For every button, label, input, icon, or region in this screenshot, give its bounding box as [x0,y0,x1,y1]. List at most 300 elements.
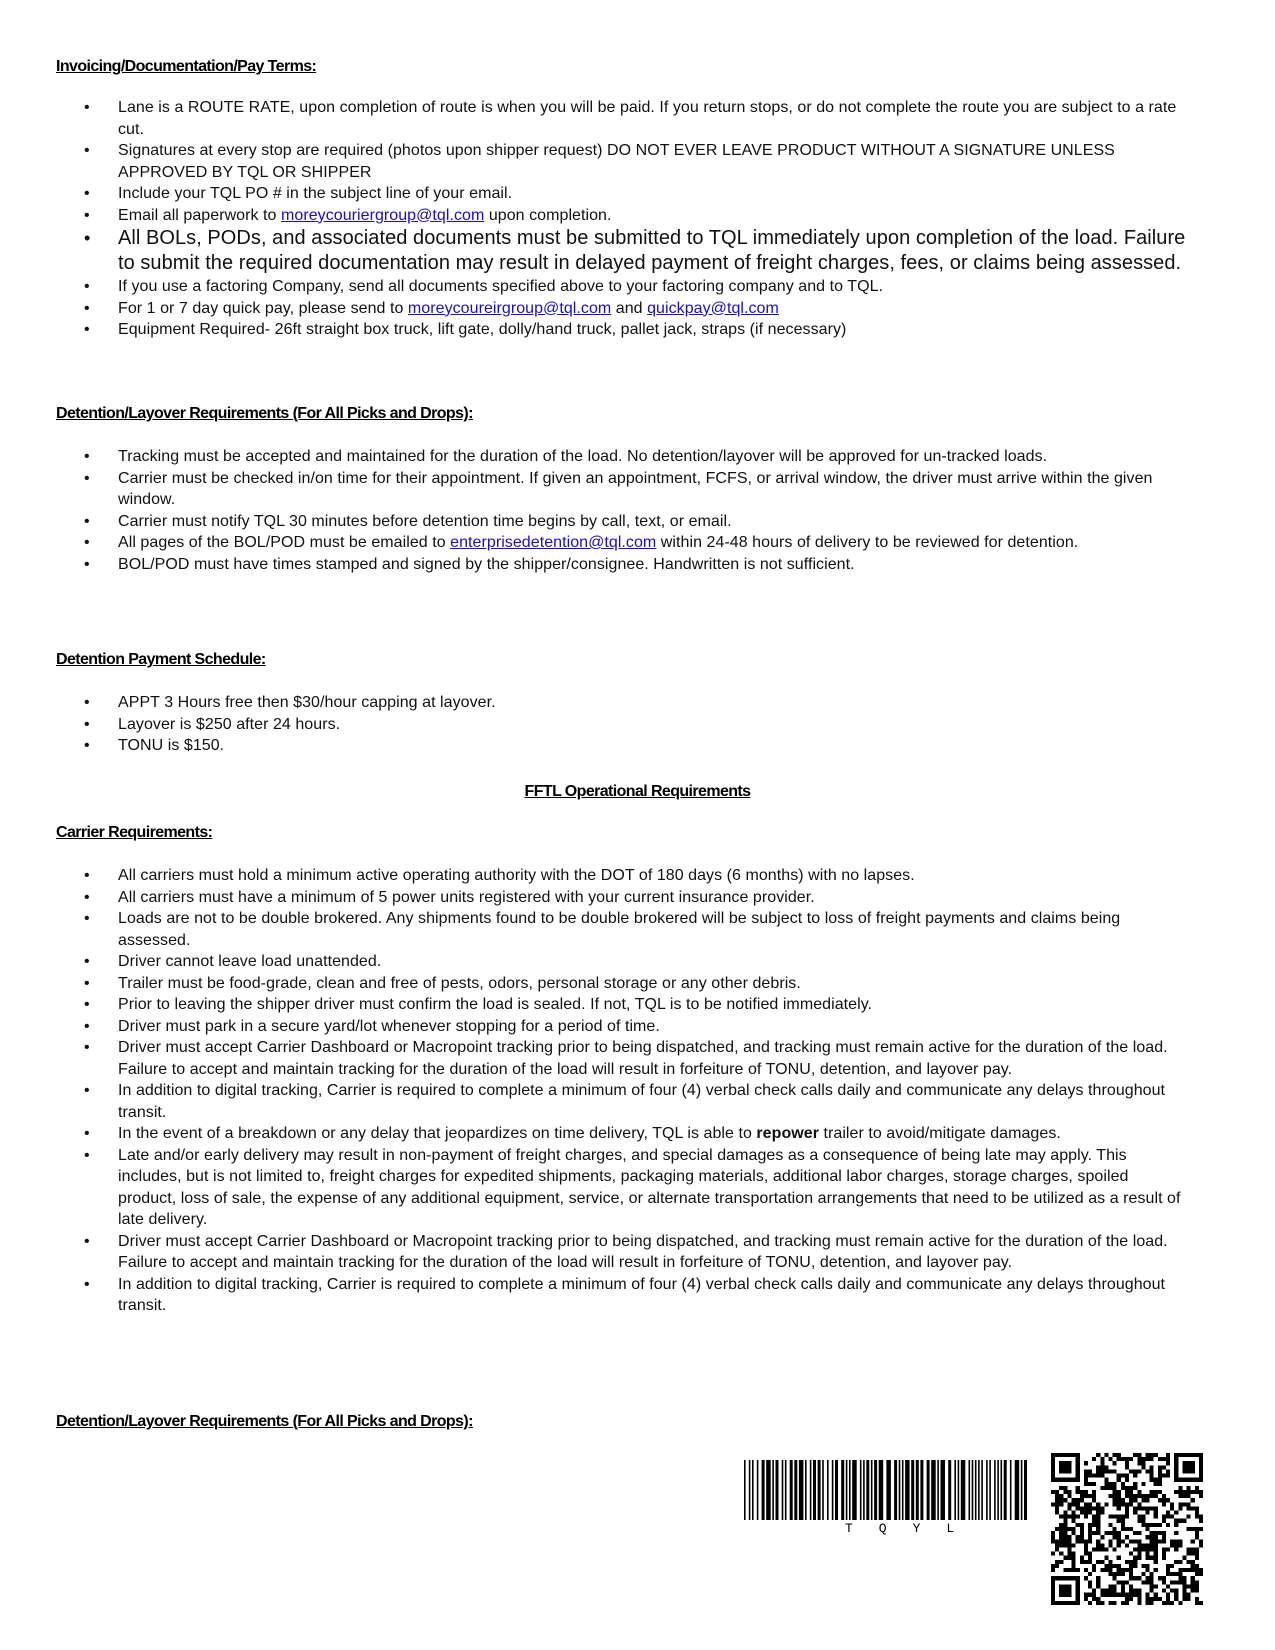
qr-module [1150,1543,1154,1547]
qr-module [1187,1494,1191,1498]
qr-module [1096,1474,1100,1478]
qr-module [1059,1531,1063,1535]
qr-module [1096,1515,1100,1519]
qr-module [1187,1478,1191,1482]
qr-module [1170,1515,1174,1519]
qr-module [1133,1576,1137,1580]
qr-module [1182,1461,1186,1465]
qr-module [1088,1552,1092,1556]
qr-module [1150,1490,1154,1494]
qr-module [1191,1498,1195,1502]
qr-module [1129,1457,1133,1461]
bullet-icon: • [84,299,90,317]
qr-module [1117,1531,1121,1535]
qr-module [1113,1527,1117,1531]
qr-module [1178,1502,1182,1506]
qr-module [1187,1515,1191,1519]
qr-module [1154,1523,1158,1527]
list-item: • In addition to digital tracking, Carrier is required to complete a minimum of four (4) verbal check calls daily and communicate any delays throughout transit. [84,1082,1166,1121]
qr-module [1195,1478,1199,1482]
qr-module [1076,1469,1080,1473]
qr-module [1096,1543,1100,1547]
qr-module [1059,1486,1063,1490]
qr-module [1113,1469,1117,1473]
qr-module [1113,1494,1117,1498]
qr-module [1055,1564,1059,1568]
qr-module [1182,1494,1186,1498]
qr-module [1088,1494,1092,1498]
qr-module [1125,1515,1129,1519]
qr-module [1055,1494,1059,1498]
qr-module [1121,1584,1125,1588]
qr-module [1182,1580,1186,1584]
qr-module [1084,1461,1088,1465]
qr-module [1125,1597,1129,1601]
barcode-bar [937,1460,939,1520]
email-link-enterprisedetention[interactable]: enterprisedetention@tql.com [450,534,657,551]
qr-module [1109,1572,1113,1576]
qr-module [1178,1453,1182,1457]
qr-module [1063,1556,1067,1560]
qr-module [1100,1511,1104,1515]
qr-module [1063,1453,1067,1457]
qr-module [1100,1543,1104,1547]
qr-module [1063,1527,1067,1531]
qr-module [1067,1478,1071,1482]
qr-module [1113,1461,1117,1465]
barcode-bar [860,1460,862,1520]
qr-module [1055,1576,1059,1580]
barcode-bar [874,1460,877,1520]
qr-module [1067,1527,1071,1531]
qr-module [1182,1568,1186,1572]
barcode-bar [905,1460,910,1520]
qr-module [1121,1502,1125,1506]
list-item: • Loads are not to be double brokered. Any shipments found to be double brokered will be subject to loss of freight payments and claims being assessed. [84,910,1121,949]
qr-module [1100,1486,1104,1490]
qr-module [1195,1568,1199,1572]
qr-module [1076,1461,1080,1465]
qr-module [1088,1474,1092,1478]
qr-module [1092,1519,1096,1523]
qr-module [1133,1547,1137,1551]
email-link-moreycoureirgroup[interactable]: moreycoureirgroup@tql.com [407,299,612,317]
qr-module [1199,1519,1203,1523]
qr-module [1121,1474,1125,1478]
qr-module [1051,1469,1055,1473]
qr-module [1162,1531,1166,1535]
qr-module [1158,1469,1162,1473]
qr-module [1113,1515,1117,1519]
qr-module [1191,1506,1195,1510]
qr-module [1055,1478,1059,1482]
qr-module [1104,1469,1108,1473]
qr-module [1084,1490,1088,1494]
barcode-bar [1004,1460,1007,1520]
qr-module [1076,1490,1080,1494]
barcode-bar [852,1460,857,1520]
qr-module [1051,1490,1055,1494]
qr-module [1141,1580,1145,1584]
qr-module [1150,1572,1154,1576]
qr-module [1088,1601,1092,1605]
list-detention-payment [80,692,1190,757]
qr-module [1067,1568,1071,1572]
qr-module [1121,1580,1125,1584]
qr-module [1109,1469,1113,1473]
qr-module [1121,1519,1125,1523]
qr-module [1051,1589,1055,1593]
barcode-caption: TQYL [845,1521,981,1536]
qr-module [1059,1527,1063,1531]
list-item: • Include your TQL PO # in the subject line of your email. [80,183,1190,205]
qr-module [1121,1593,1125,1597]
qr-module [1174,1523,1178,1527]
qr-module [1063,1568,1067,1572]
qr-module [1129,1564,1133,1568]
qr-module [1121,1568,1125,1572]
qr-module [1117,1556,1121,1560]
qr-module [1059,1478,1063,1482]
qr-module [1113,1502,1117,1506]
qr-module [1055,1547,1059,1551]
qr-module [1137,1601,1141,1605]
list-item: • Prior to leaving the shipper driver must confirm the load is sealed. If not, TQL is to be notified immediately. [80,994,1190,1016]
barcode-bar [846,1460,848,1520]
barcode-bar [799,1460,804,1520]
qr-module [1125,1601,1129,1605]
email-link-quickpay[interactable]: quickpay@tql.com [647,299,779,317]
qr-module [1121,1601,1125,1605]
qr-module [1059,1589,1063,1593]
qr-module [1137,1539,1141,1543]
qr-module [1088,1580,1092,1584]
qr-module [1096,1539,1100,1543]
qr-module [1141,1498,1145,1502]
qr-module [1080,1494,1084,1498]
qr-module [1137,1469,1141,1473]
qr-module [1150,1453,1154,1457]
qr-module [1137,1589,1141,1593]
qr-module [1104,1564,1108,1568]
qr-module [1158,1490,1162,1494]
qr-module [1067,1593,1071,1597]
qr-module [1076,1453,1080,1457]
qr-module [1191,1465,1195,1469]
barcode-bar [871,1460,873,1520]
barcode-bars [742,1460,1032,1522]
qr-module [1195,1601,1199,1605]
qr-module [1055,1498,1059,1502]
barcode-bar [790,1460,793,1520]
qr-module [1080,1560,1084,1564]
qr-module [1154,1543,1158,1547]
qr-module [1150,1494,1154,1498]
qr-module [1195,1527,1199,1531]
qr-module [1137,1547,1141,1551]
qr-module [1129,1527,1133,1531]
qr-module [1092,1568,1096,1572]
barcode-bar [841,1460,844,1520]
qr-module [1055,1490,1059,1494]
qr-module [1174,1572,1178,1576]
barcode-bar [776,1460,779,1520]
qr-module [1166,1597,1170,1601]
qr-module [1121,1523,1125,1527]
qr-module [1117,1593,1121,1597]
qr-module [1067,1490,1071,1494]
qr-module [1076,1486,1080,1490]
qr-module [1059,1461,1063,1465]
qr-module [1199,1478,1203,1482]
qr-module [1072,1543,1076,1547]
qr-module [1158,1531,1162,1535]
qr-module [1104,1568,1108,1572]
barcode-bar [785,1460,787,1520]
qr-module [1162,1474,1166,1478]
qr-module [1084,1506,1088,1510]
qr-module [1137,1506,1141,1510]
qr-module [1137,1453,1141,1457]
qr-module [1125,1461,1129,1465]
qr-module [1092,1482,1096,1486]
qr-module [1187,1453,1191,1457]
qr-module [1158,1539,1162,1543]
qr-module [1178,1494,1182,1498]
qr-module [1076,1601,1080,1605]
qr-module [1117,1580,1121,1584]
qr-module [1080,1556,1084,1560]
bullet-icon: • [84,534,90,551]
qr-module [1166,1564,1170,1568]
qr-module [1154,1490,1158,1494]
qr-module [1096,1597,1100,1601]
qr-module [1055,1601,1059,1605]
qr-module [1109,1457,1113,1461]
qr-module [1113,1601,1117,1605]
qr-module [1076,1515,1080,1519]
qr-module [1141,1572,1145,1576]
barcode-bar [948,1460,951,1520]
list-item: • Driver must park in a secure yard/lot whenever stopping for a period of time. [80,1016,1190,1038]
qr-module [1084,1511,1088,1515]
qr-module [1150,1531,1154,1535]
qr-module [1125,1568,1129,1572]
qr-module [1088,1527,1092,1531]
barcode-bar [822,1460,824,1520]
qr-module [1076,1589,1080,1593]
barcode-bar [749,1460,751,1520]
qr-module [1121,1572,1125,1576]
list-item: • Late and/or early delivery may result in non-payment of freight charges, and special damages as a consequence of being late may apply. This includes, but is not limited to, freight charges for expedited shipments, packaging materials, additional labor charges, storage charges, spoiled product, loss of sale, the expense of any additional equipment, service, or alternate transportation arrangements that need to be utilized as a result of late delivery. [84,1146,1181,1228]
qr-module [1182,1465,1186,1469]
qr-module [1162,1498,1166,1502]
qr-module [1178,1576,1182,1580]
qr-module [1166,1523,1170,1527]
qr-module [1051,1457,1055,1461]
qr-module [1067,1535,1071,1539]
list-item: • In the event of a breakdown or any delay that jeopardizes on time delivery, TQL is able to repower trailer to avoid/mitigate damages. [80,1123,1190,1145]
qr-module [1137,1597,1141,1601]
qr-module [1100,1506,1104,1510]
qr-module [1059,1453,1063,1457]
heading-detention-payment: Detention Payment Schedule: [56,651,266,668]
qr-module [1076,1502,1080,1506]
qr-module [1137,1556,1141,1560]
qr-module [1166,1457,1170,1461]
qr-module [1154,1506,1158,1510]
qr-module [1178,1519,1182,1523]
qr-module [1067,1502,1071,1506]
qr-module [1187,1486,1191,1490]
qr-module [1092,1515,1096,1519]
qr-module [1141,1457,1145,1461]
qr-module [1174,1519,1178,1523]
qr-module [1174,1457,1178,1461]
qr-module [1084,1568,1088,1572]
qr-module [1063,1519,1067,1523]
qr-module [1059,1552,1063,1556]
qr-module [1145,1523,1149,1527]
qr-module [1154,1494,1158,1498]
barcode-bar [757,1460,759,1520]
qr-module [1067,1584,1071,1588]
qr-module [1182,1593,1186,1597]
qr-module [1096,1547,1100,1551]
list-item: • Tracking must be accepted and maintained for the duration of the load. No detention/layover will be approved for un-tracked loads. [80,446,1190,468]
qr-module [1096,1527,1100,1531]
qr-module [1125,1593,1129,1597]
qr-module [1191,1453,1195,1457]
qr-module [1084,1560,1088,1564]
qr-module [1067,1539,1071,1543]
qr-module [1187,1568,1191,1572]
qr-module [1055,1543,1059,1547]
qr-module [1174,1469,1178,1473]
list-item: • Carrier must be checked in/on time for their appointment. If given an appointment, FCFS, or arrival window, the driver must arrive within the given window. [84,469,1153,508]
qr-module [1067,1506,1071,1510]
qr-module [1199,1453,1203,1457]
qr-module [1162,1515,1166,1519]
qr-module [1187,1506,1191,1510]
list-item: • Signatures at every stop are required (photos upon shipper request) DO NOT EVER LEAVE PRODUCT WITHOUT A SIGNATURE UNLESS APPROVED BY TQL OR SHIPPER [84,142,1115,181]
qr-module [1063,1593,1067,1597]
qr-module [1092,1494,1096,1498]
list-detention-layover [80,446,1190,575]
list-invoicing [80,97,1190,341]
qr-module [1096,1469,1100,1473]
qr-module [1113,1589,1117,1593]
qr-module [1195,1531,1199,1535]
qr-module [1113,1486,1117,1490]
qr-module [1076,1580,1080,1584]
qr-module [1178,1506,1182,1510]
qr-module [1100,1589,1104,1593]
qr-module [1096,1511,1100,1515]
qr-module [1191,1568,1195,1572]
qr-module [1145,1527,1149,1531]
qr-module [1088,1511,1092,1515]
qr-module [1109,1560,1113,1564]
qr-module [1166,1568,1170,1572]
qr-module [1076,1535,1080,1539]
qr-module [1092,1531,1096,1535]
email-link-moreycouriergroup[interactable]: moreycouriergroup@tql.com [281,206,485,224]
barcode-bar [969,1460,971,1520]
barcode-bar [954,1460,956,1520]
qr-module [1067,1601,1071,1605]
qr-module [1158,1465,1162,1469]
qr-module [1067,1543,1071,1547]
qr-module [1187,1527,1191,1531]
barcode-bar [978,1460,980,1520]
qr-module [1096,1580,1100,1584]
qr-module [1174,1589,1178,1593]
qr-module [1187,1469,1191,1473]
qr-module [1145,1556,1149,1560]
qr-module [1084,1482,1088,1486]
qr-module [1162,1502,1166,1506]
list-item: • All carriers must hold a minimum active operating authority with the DOT of 180 days (6 months) with no lapses. [80,865,1190,887]
qr-module [1080,1506,1084,1510]
qr-module [1067,1461,1071,1465]
qr-module [1178,1543,1182,1547]
qr-module [1199,1527,1203,1531]
qr-module [1145,1457,1149,1461]
qr-module [1117,1572,1121,1576]
qr-module [1199,1543,1203,1547]
qr-module [1117,1539,1121,1543]
bullet-icon: • [84,185,90,202]
qr-module [1199,1568,1203,1572]
barcode-bar [827,1460,829,1520]
qr-module [1166,1515,1170,1519]
qr-module [1076,1498,1080,1502]
qr-module [1080,1490,1084,1494]
qr-module [1154,1547,1158,1551]
qr-module [1067,1453,1071,1457]
qr-module [1072,1519,1076,1523]
barcode-bar [744,1460,746,1520]
qr-module [1063,1531,1067,1535]
qr-module [1125,1478,1129,1482]
qr-module [1129,1490,1133,1494]
qr-module [1080,1535,1084,1539]
qr-module [1137,1494,1141,1498]
qr-module [1059,1539,1063,1543]
qr-module [1059,1576,1063,1580]
qr-module [1137,1593,1141,1597]
qr-module [1178,1568,1182,1572]
qr-module [1113,1531,1117,1535]
qr-module [1109,1494,1113,1498]
qr-module [1129,1539,1133,1543]
qr-module [1162,1589,1166,1593]
qr-module [1125,1580,1129,1584]
qr-module [1145,1552,1149,1556]
qr-module [1141,1523,1145,1527]
qr-module [1059,1535,1063,1539]
qr-module [1092,1564,1096,1568]
qr-module [1100,1469,1104,1473]
qr-module [1063,1511,1067,1515]
qr-module [1104,1589,1108,1593]
barcode-bar [986,1460,988,1520]
qr-module [1141,1494,1145,1498]
qr-module [1055,1560,1059,1564]
qr-module [1117,1506,1121,1510]
qr-module [1100,1547,1104,1551]
